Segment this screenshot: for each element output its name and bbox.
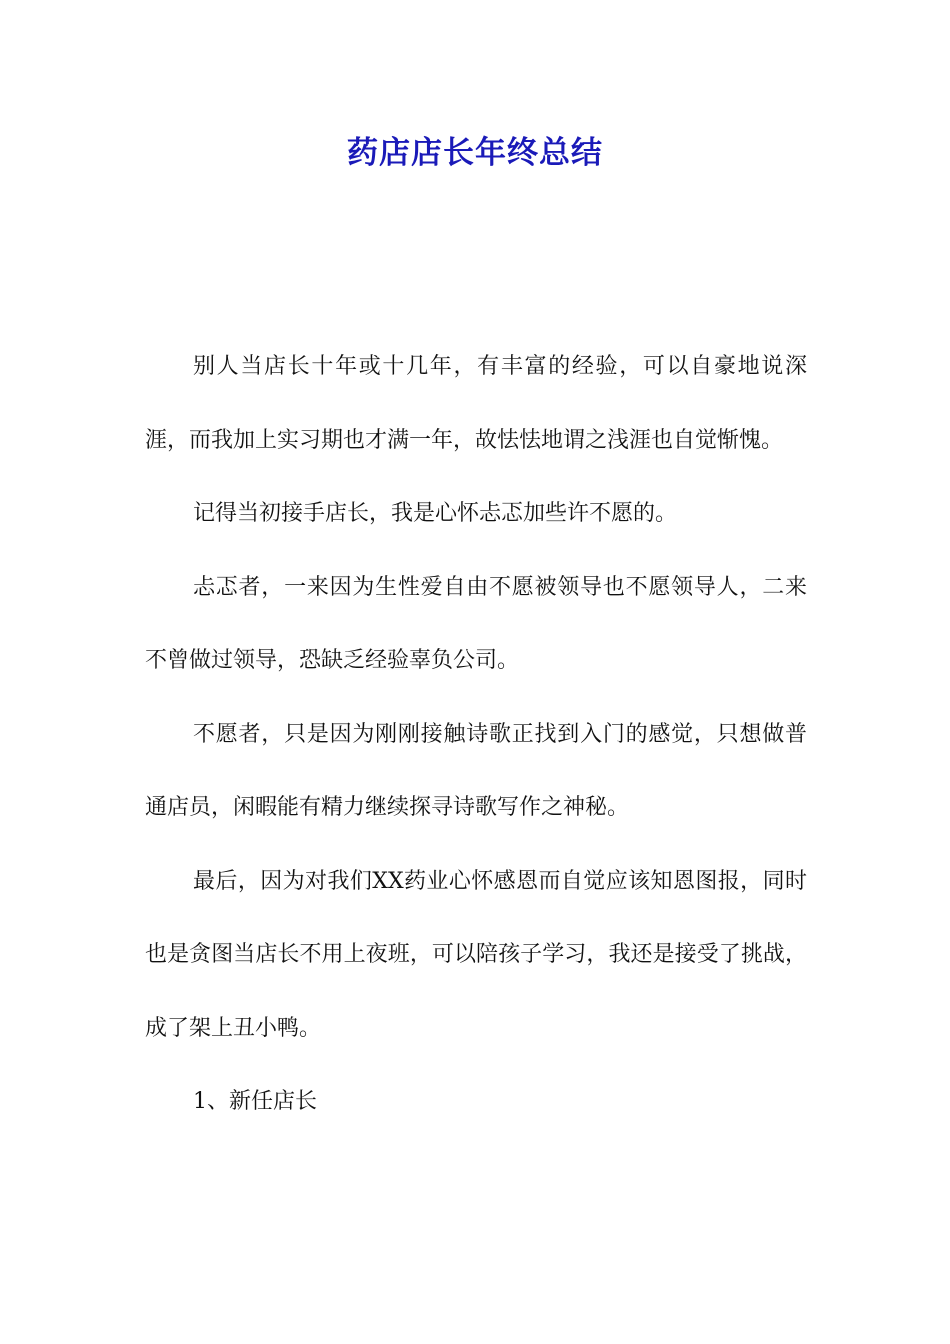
document-body bbox=[145, 330, 807, 1139]
document-title: 药店店长年终总结 bbox=[347, 135, 603, 171]
paragraph-2: 记得当初接手店长，我是心怀忐忑加些许不愿的。 bbox=[193, 501, 678, 526]
paragraph-3: 忐忑者，一来因为生性爱自由不愿被领导也不愿领导人，二来不曾做过领导，恐缺乏经验辜负公司。 bbox=[145, 574, 807, 673]
section-heading-1: 1、新任店长 bbox=[193, 1089, 317, 1114]
paragraph-5: 最后，因为对我们XX药业心怀感恩而自觉应该知恩图报，同时也是贪图当店长不用上夜班，可以陪孩子学习，我还是接受了挑战，成了架上丑小鸭。 bbox=[145, 868, 807, 1041]
paragraph-4: 不愿者，只是因为刚刚接触诗歌正找到入门的感觉，只想做普通店员，闲暇能有精力继续探寻诗歌写作之神秘。 bbox=[145, 721, 807, 820]
paragraph-1: 别人当店长十年或十几年，有丰富的经验，可以自豪地说深涯，而我加上实习期也才满一年，故怯怯地谓之浅涯也自觉惭愧。 bbox=[145, 354, 807, 453]
